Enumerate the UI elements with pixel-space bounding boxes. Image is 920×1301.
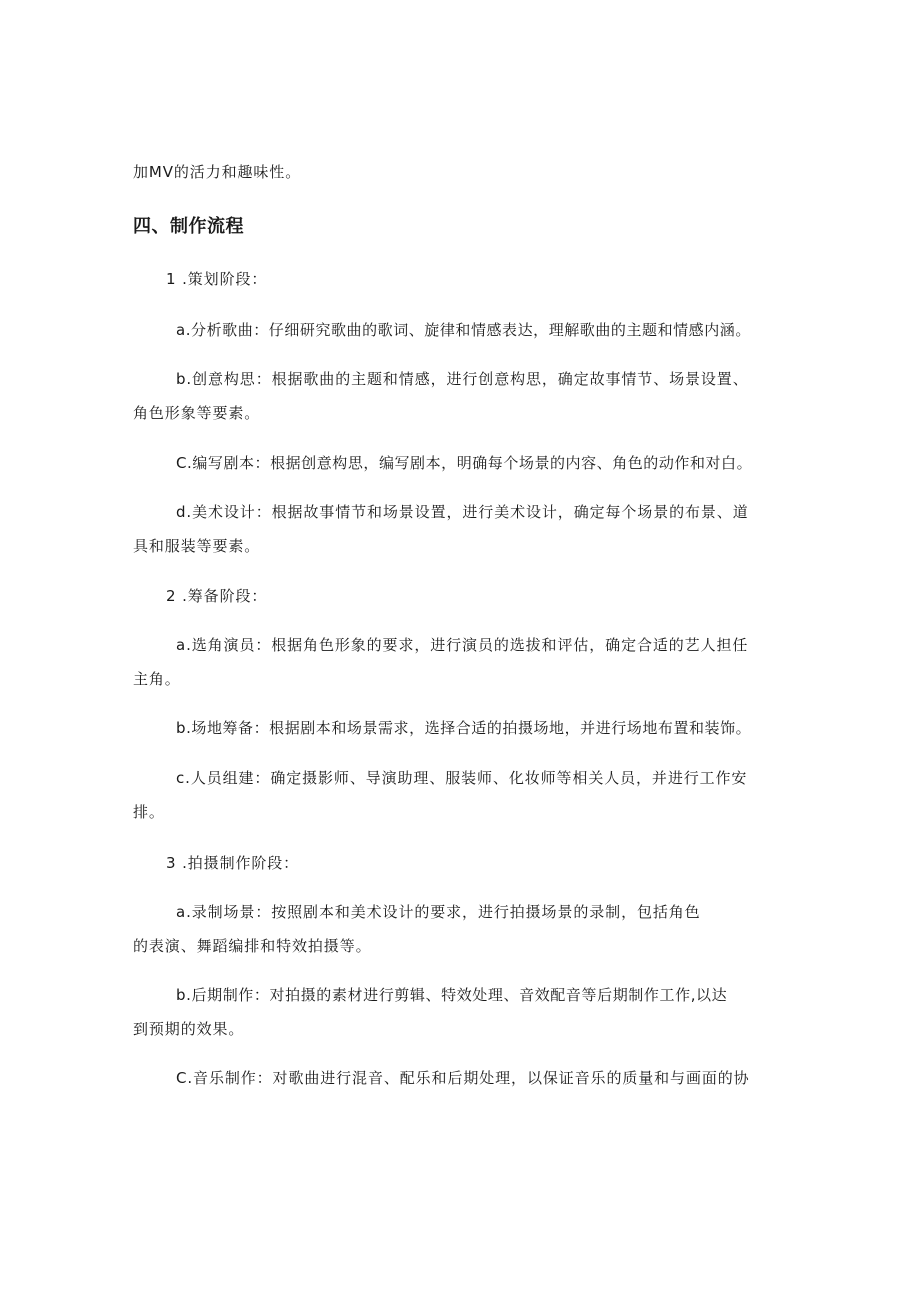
stage2-item-a-line2: 主角。 xyxy=(133,670,181,688)
stage3-item-a-line1: a.录制场景：按照剧本和美术设计的要求，进行拍摄场景的录制，包括角色 xyxy=(176,903,701,921)
stage3-item-b-line1: b.后期制作：对拍摄的素材进行剪辑、特效处理、音效配音等后期制作工作,以达 xyxy=(176,986,728,1004)
stage1-item-b-line2: 角色形象等要素。 xyxy=(133,404,261,422)
stage1-item-c-line1: C.编写剧本：根据创意构思，编写剧本，明确每个场景的内容、角色的动作和对白。 xyxy=(176,454,753,472)
stage2-item-c-line2: 排。 xyxy=(133,803,165,821)
stage1-item-a-line1: a.分析歌曲：仔细研究歌曲的歌词、旋律和情感表达，理解歌曲的主题和情感内涵。 xyxy=(176,321,751,339)
stage2-item-c-line1: c.人员组建：确定摄影师、导演助理、服装师、化妆师等相关人员，并进行工作安 xyxy=(176,769,748,787)
stage2-title: 2 .筹备阶段： xyxy=(166,587,268,605)
stage1-item-d-line2: 具和服装等要素。 xyxy=(133,537,261,555)
stage1-item-b-line1: b.创意构思：根据歌曲的主题和情感，进行创意构思，确定故事情节、场景设置、 xyxy=(176,370,749,388)
stage2-item-b-line1: b.场地筹备：根据剧本和场景需求，选择合适的拍摄场地，并进行场地布置和装饰。 xyxy=(176,719,752,737)
intro-text-line: 加MV的活力和趣味性。 xyxy=(133,163,302,181)
stage3-item-c-line1: C.音乐制作：对歌曲进行混音、配乐和后期处理，以保证音乐的质量和与画面的协 xyxy=(176,1069,750,1087)
stage3-title: 3 .拍摄制作阶段： xyxy=(166,854,300,872)
stage3-item-a-line2: 的表演、舞蹈编排和特效拍摄等。 xyxy=(133,937,372,955)
stage1-item-d-line1: d.美术设计：根据故事情节和场景设置，进行美术设计，确定每个场景的布景、道 xyxy=(176,503,749,521)
stage3-item-b-line2: 到预期的效果。 xyxy=(133,1020,245,1038)
stage2-item-a-line1: a.选角演员：根据角色形象的要求，进行演员的选拔和评估，确定合适的艺人担任 xyxy=(176,636,749,654)
section-heading: 四、制作流程 xyxy=(133,216,244,237)
stage1-title: 1 .策划阶段： xyxy=(166,270,268,288)
